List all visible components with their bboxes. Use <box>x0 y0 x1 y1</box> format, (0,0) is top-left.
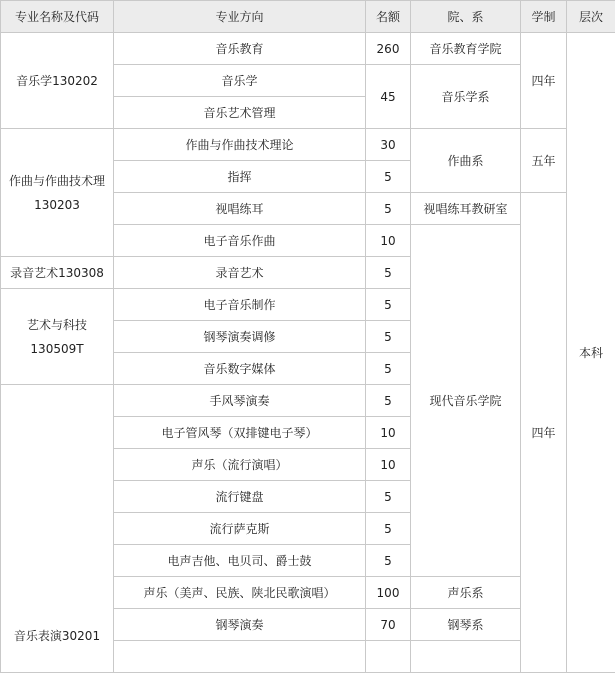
header-years: 学制 <box>521 1 567 33</box>
header-dept: 院、系 <box>411 1 521 33</box>
dept-cell: 作曲系 <box>411 129 521 193</box>
direction-cell <box>114 641 366 673</box>
direction-cell: 手风琴演奏 <box>114 385 366 417</box>
major-cell <box>1 289 114 385</box>
major-cell <box>1 129 114 257</box>
quota-cell: 5 <box>366 257 411 289</box>
dept-cell: 钢琴系 <box>411 609 521 641</box>
major-name: 音乐学130202 <box>3 69 111 93</box>
quota-cell: 30 <box>366 129 411 161</box>
quota-cell: 70 <box>366 609 411 641</box>
major-name: 作曲与作曲技术理 <box>3 169 111 193</box>
header-row <box>1 1 615 33</box>
quota-cell: 5 <box>366 385 411 417</box>
direction-cell: 流行键盘 <box>114 481 366 513</box>
header-level: 层次 <box>567 1 615 33</box>
years-cell: 四年 <box>521 193 567 673</box>
major-name: 音乐表演30201 <box>3 624 111 648</box>
direction-cell: 音乐学 <box>114 65 366 97</box>
quota-cell <box>366 641 411 673</box>
quota-cell: 5 <box>366 481 411 513</box>
direction-cell: 指挥 <box>114 161 366 193</box>
major-name: 艺术与科技 <box>3 313 111 337</box>
table-row <box>1 129 615 161</box>
direction-cell: 电声吉他、电贝司、爵士鼓 <box>114 545 366 577</box>
direction-cell: 流行萨克斯 <box>114 513 366 545</box>
quota-cell: 10 <box>366 417 411 449</box>
level-cell: 本科 <box>567 33 615 673</box>
direction-cell: 钢琴演奏调修 <box>114 321 366 353</box>
dept-cell <box>411 641 521 673</box>
years-cell: 五年 <box>521 129 567 193</box>
major-code: 130203 <box>3 193 111 217</box>
quota-cell: 5 <box>366 321 411 353</box>
direction-cell: 音乐艺术管理 <box>114 97 366 129</box>
dept-cell: 现代音乐学院 <box>411 225 521 577</box>
direction-cell: 电子音乐制作 <box>114 289 366 321</box>
major-cell <box>1 33 114 129</box>
quota-cell: 5 <box>366 161 411 193</box>
quota-cell: 5 <box>366 353 411 385</box>
dept-cell: 音乐教育学院 <box>411 33 521 65</box>
major-cell <box>1 257 114 289</box>
direction-cell: 电子音乐作曲 <box>114 225 366 257</box>
direction-cell: 作曲与作曲技术理论 <box>114 129 366 161</box>
direction-cell: 视唱练耳 <box>114 193 366 225</box>
direction-cell: 声乐（流行演唱） <box>114 449 366 481</box>
direction-cell: 声乐（美声、民族、陕北民歌演唱） <box>114 577 366 609</box>
direction-cell: 电子管风琴（双排键电子琴） <box>114 417 366 449</box>
header-direction: 专业方向 <box>114 1 366 33</box>
quota-cell: 100 <box>366 577 411 609</box>
direction-cell: 音乐数字媒体 <box>114 353 366 385</box>
major-code: 130509T <box>3 337 111 361</box>
direction-cell: 录音艺术 <box>114 257 366 289</box>
quota-cell: 5 <box>366 289 411 321</box>
dept-cell: 视唱练耳教研室 <box>411 193 521 225</box>
quota-cell: 10 <box>366 449 411 481</box>
quota-cell: 260 <box>366 33 411 65</box>
dept-cell: 声乐系 <box>411 577 521 609</box>
quota-cell: 10 <box>366 225 411 257</box>
quota-cell: 5 <box>366 545 411 577</box>
header-major: 专业名称及代码 <box>1 1 114 33</box>
dept-cell: 音乐学系 <box>411 65 521 129</box>
major-cell <box>1 385 114 673</box>
quota-cell: 5 <box>366 193 411 225</box>
table-row <box>1 33 615 65</box>
direction-cell: 音乐教育 <box>114 33 366 65</box>
quota-cell: 5 <box>366 513 411 545</box>
years-cell: 四年 <box>521 33 567 129</box>
direction-cell: 钢琴演奏 <box>114 609 366 641</box>
quota-cell: 45 <box>366 65 411 129</box>
major-name: 录音艺术130308 <box>3 261 111 285</box>
header-quota: 名额 <box>366 1 411 33</box>
